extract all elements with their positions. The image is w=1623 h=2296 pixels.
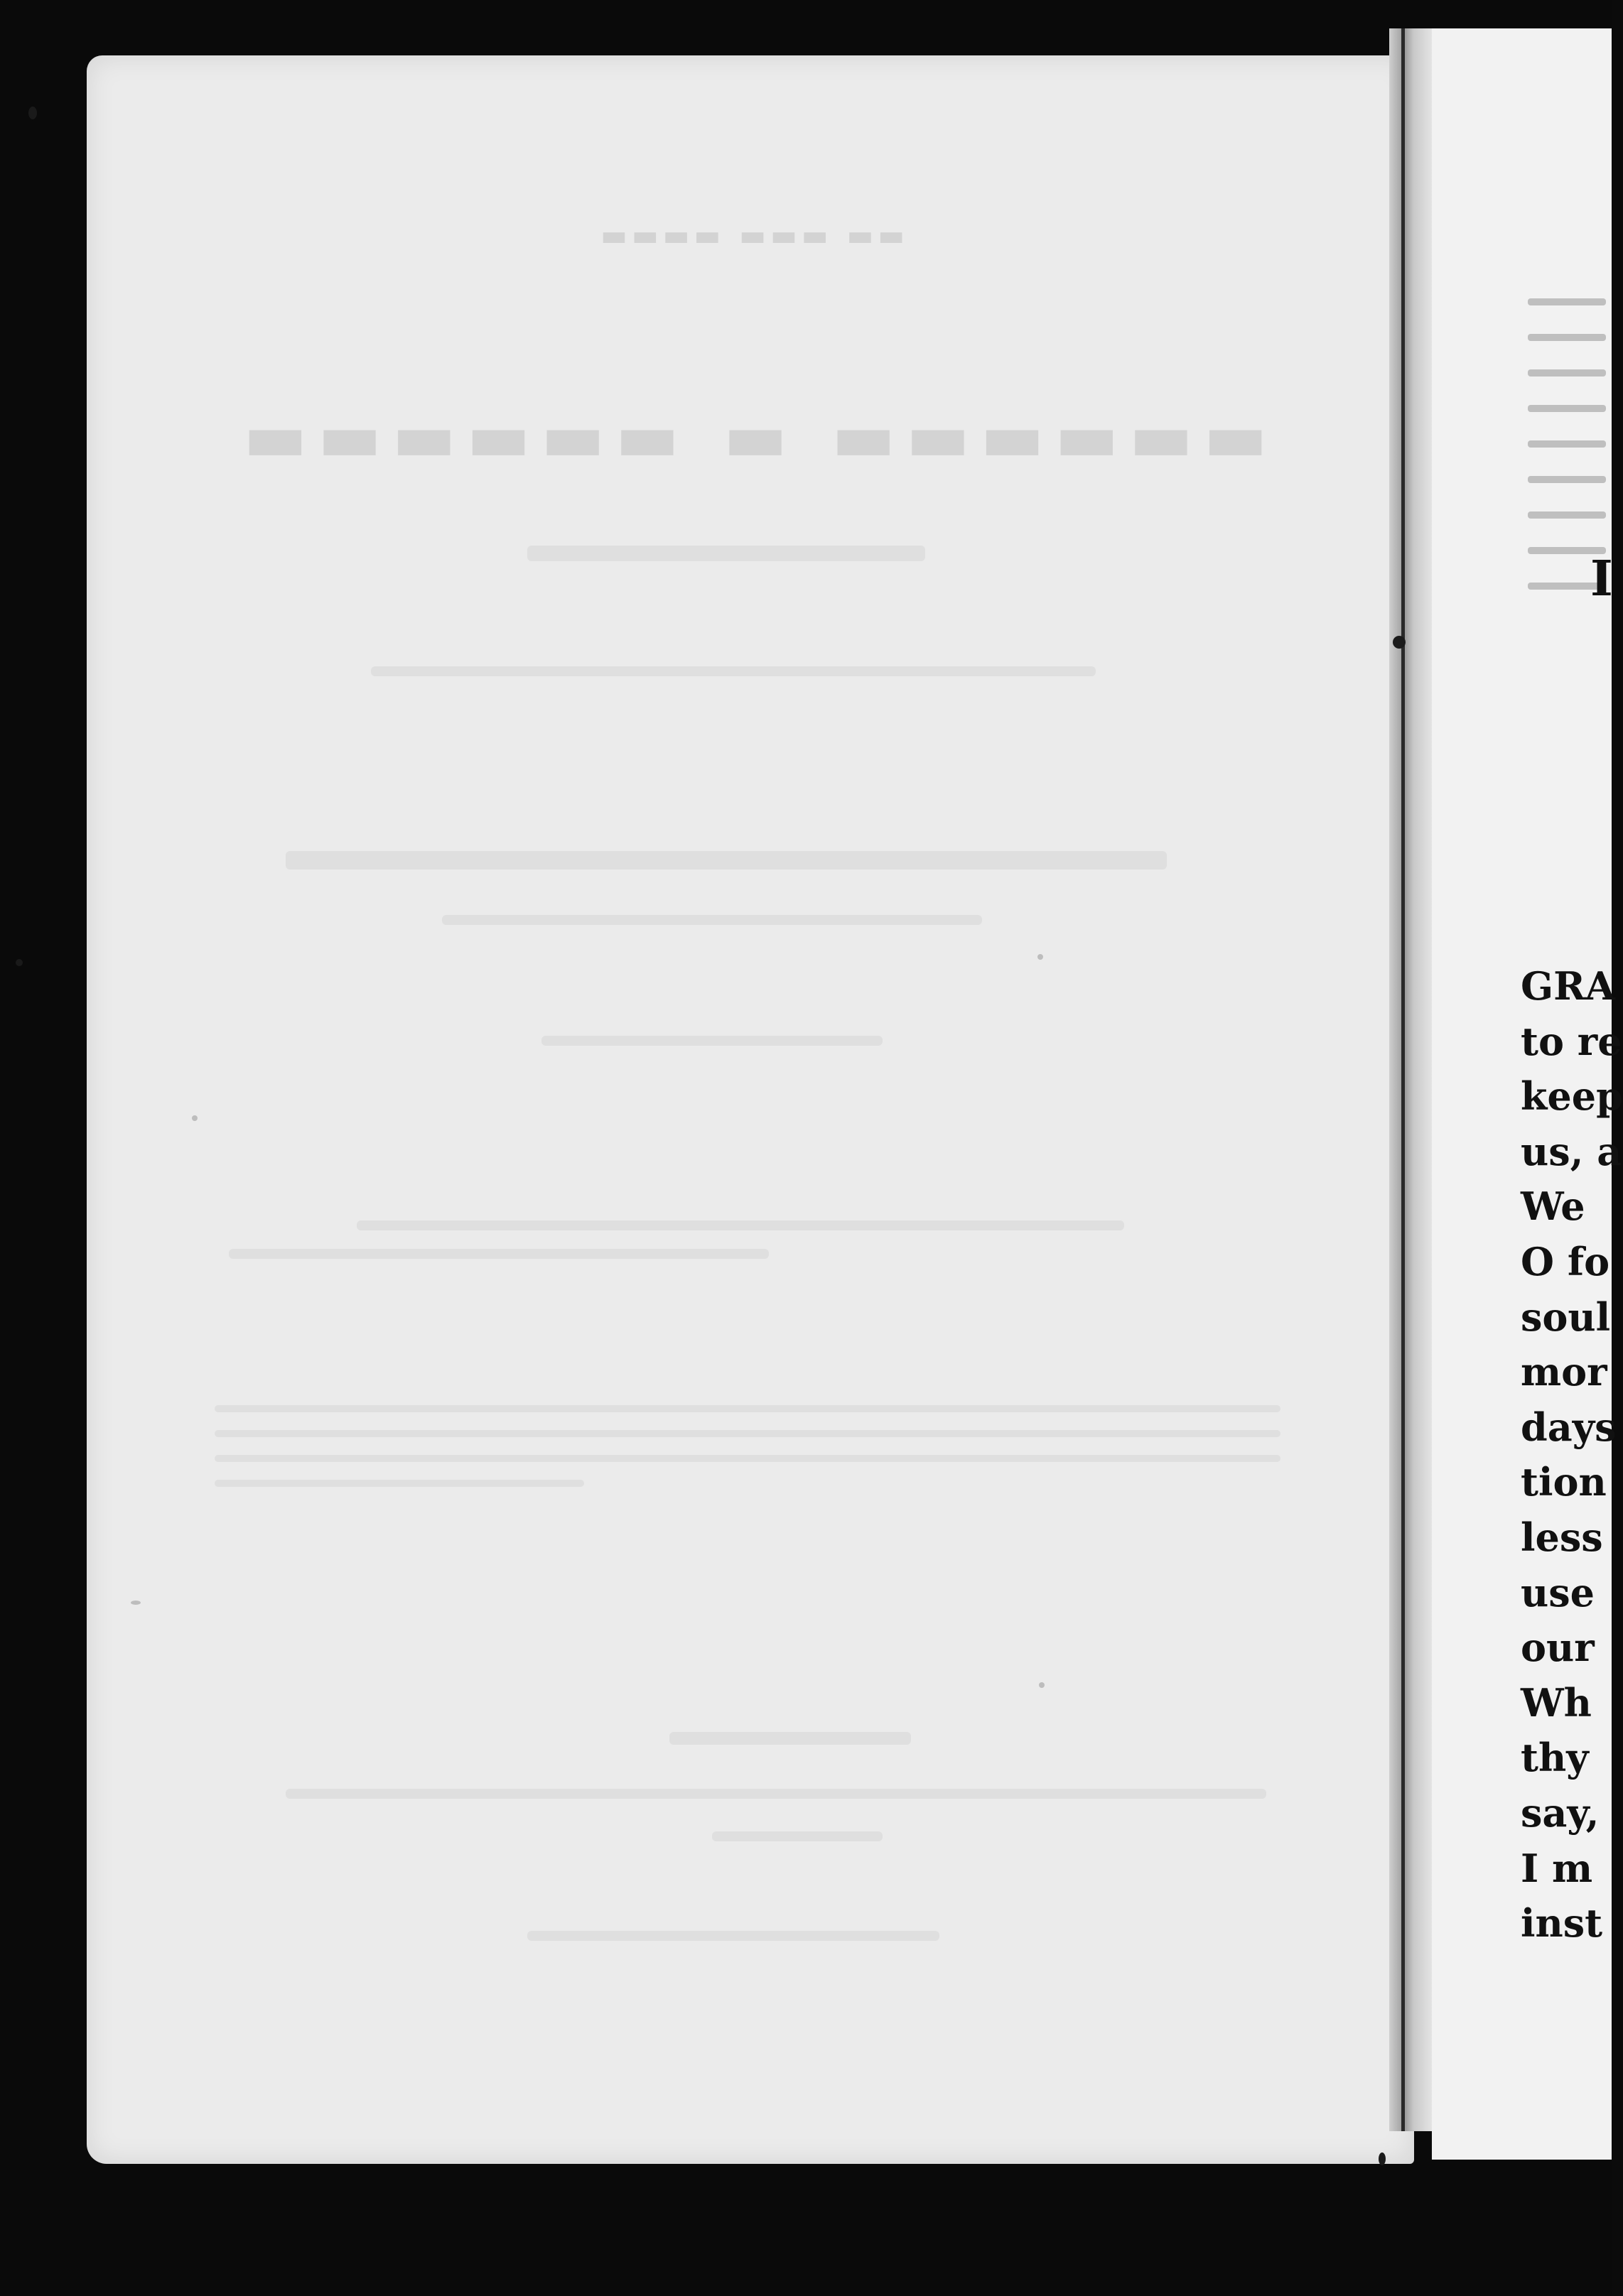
scan-speck — [16, 959, 23, 966]
bleed-through-line — [527, 1931, 939, 1941]
bleed-through-line — [669, 1732, 911, 1745]
text-line: O fo — [1521, 1238, 1610, 1284]
text-line: soul — [1521, 1294, 1611, 1340]
bleed-through-line — [215, 1480, 584, 1487]
text-line: us, a — [1521, 1128, 1622, 1174]
bleed-through-line — [215, 1405, 1280, 1412]
bleed-through-line — [215, 1430, 1280, 1437]
gutter-shadow-line — [1401, 28, 1405, 2131]
text-line: GRA — [1521, 963, 1615, 1009]
bleed-through-line — [286, 851, 1167, 870]
left-page-verso — [87, 55, 1414, 2164]
paper-speck — [192, 1115, 198, 1121]
text-line: to re — [1521, 1018, 1622, 1064]
bleed-through-line — [371, 666, 1096, 676]
bleed-through-line — [357, 1220, 1124, 1230]
text-line: use — [1521, 1569, 1595, 1615]
bleed-through-line — [712, 1831, 883, 1841]
binding-gutter — [1389, 28, 1433, 2131]
bleed-through-line — [286, 1789, 1266, 1799]
bleed-through-heading: ▬▬▬▬▬▬ ▬ ▬▬▬▬▬▬ — [233, 396, 1268, 477]
bleed-through-line — [215, 1455, 1280, 1462]
paper-speck — [1037, 954, 1043, 960]
paper-speck — [131, 1601, 141, 1605]
text-line: mor — [1521, 1349, 1607, 1395]
text-line: say, — [1521, 1789, 1600, 1836]
bleed-through-line — [229, 1249, 769, 1259]
bleed-through-title: ▬▬ ▬▬▬ ▬▬▬▬ — [596, 219, 905, 252]
paper-speck — [1039, 1682, 1045, 1688]
heading-initial: I — [1590, 551, 1613, 607]
bleed-through-line — [541, 1036, 883, 1046]
text-line: keep — [1521, 1073, 1623, 1120]
text-line: I m — [1521, 1845, 1593, 1891]
text-line: We — [1521, 1184, 1585, 1230]
text-line: Wh — [1521, 1679, 1592, 1726]
right-page-text — [1521, 959, 1623, 1951]
text-line: days — [1521, 1404, 1617, 1450]
scan-speck — [1393, 636, 1406, 649]
text-line: thy — [1521, 1735, 1589, 1781]
scan-speck — [28, 107, 37, 119]
bleed-through-line — [442, 915, 982, 925]
text-line: less — [1521, 1514, 1603, 1560]
text-line: inst — [1521, 1900, 1603, 1946]
text-line: our — [1521, 1625, 1595, 1671]
scan-speck — [1379, 2152, 1386, 2165]
bleed-through-line — [527, 546, 925, 561]
text-line: tion — [1521, 1459, 1607, 1505]
